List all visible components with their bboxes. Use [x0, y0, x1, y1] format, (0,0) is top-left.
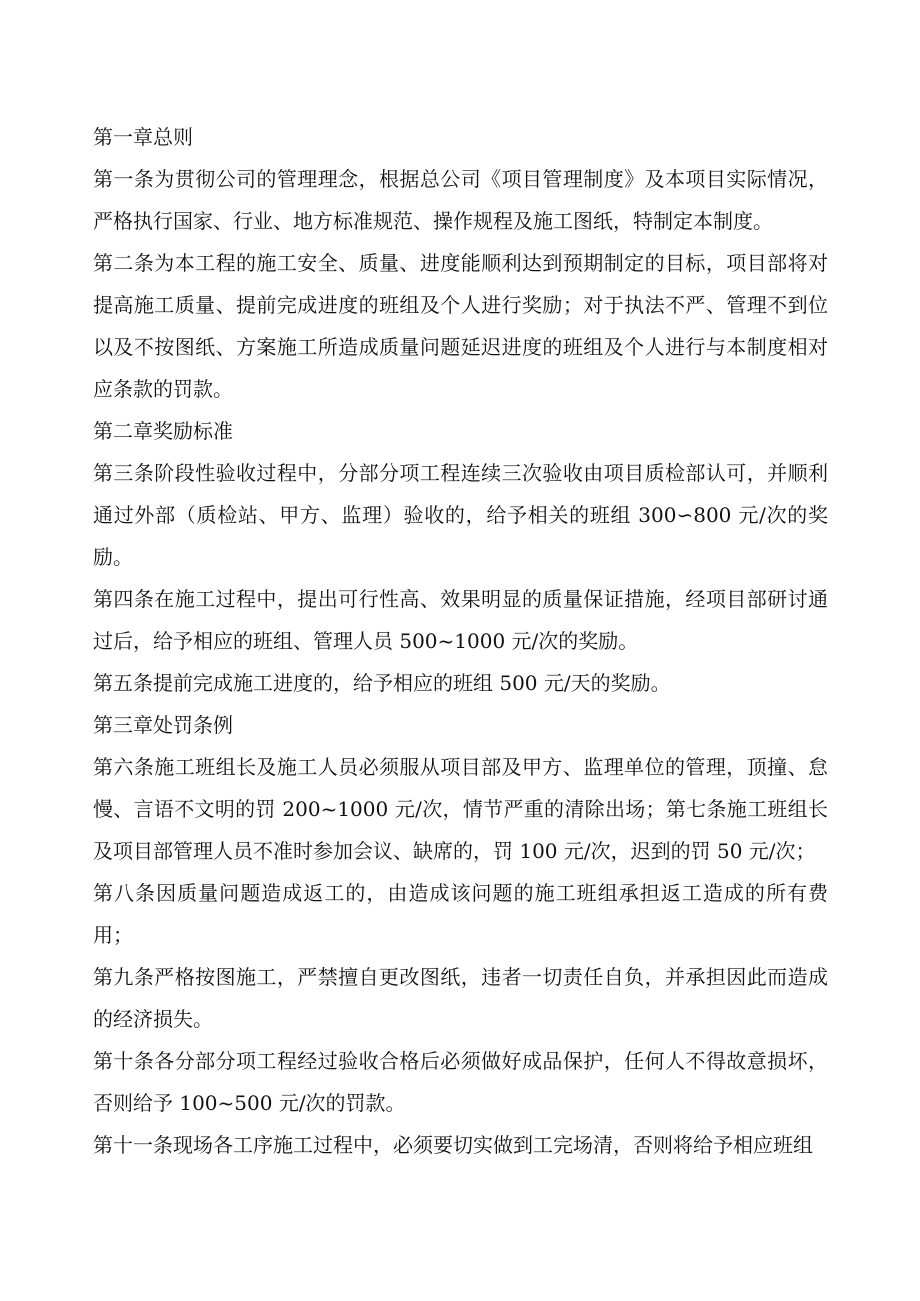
- article-5: 第五条提前完成施工进度的，给予相应的班组 500 元/天的奖励。: [93, 671, 671, 695]
- article-4: 第四条在施工过程中，提出可行性高、效果明显的质量保证措施，经项目部研讨通过后，给予相应的班组、管理人员 500~1000 元/次的奖励。: [93, 587, 828, 653]
- article-2: 第二条为本工程的施工安全、质量、进度能顺利达到预期制定的目标，项目部将对提高施工质量、提前完成进度的班组及个人进行奖励；对于执法不严、管理不到位以及不按图纸、方案施工所造成质量问题延迟进度的班组及个人进行与本制度相对应条款的罚款。: [93, 251, 828, 401]
- article-6-7: 第六条施工班组长及施工人员必须服从项目部及甲方、监理单位的管理，顶撞、怠慢、言语不文明的罚 200~1000 元/次，情节严重的清除出场；第七条施工班组长及项目部管理人员不准时参加会议、缺席的，罚 100 元/次，迟到的罚 50 元/次；: [93, 755, 828, 863]
- article-9: 第九条严格按图施工，严禁擅自更改图纸，违者一切责任自负，并承担因此而造成的经济损失。: [93, 965, 828, 1031]
- document-body: [93, 116, 828, 1166]
- article-3: 第三条阶段性验收过程中，分部分项工程连续三次验收由项目质检部认可，并顺利通过外部（质检站、甲方、监理）验收的，给予相关的班组 300∽800 元/次的奖励。: [93, 461, 828, 569]
- article-10: 第十条各分部分项工程经过验收合格后必须做好成品保护，任何人不得故意损坏，否则给予 100~500 元/次的罚款。: [93, 1049, 828, 1115]
- article-11: 第十一条现场各工序施工过程中，必须要切实做到工完场清，否则将给予相应班组: [93, 1133, 813, 1157]
- chapter-1-heading: 第一章总则: [93, 125, 193, 149]
- article-1: 第一条为贯彻公司的管理理念，根据总公司《项目管理制度》及本项目实际情况，严格执行国家、行业、地方标准规范、操作规程及施工图纸，特制定本制度。: [93, 167, 828, 233]
- chapter-3-heading: 第三章处罚条例: [93, 713, 233, 737]
- chapter-2-heading: 第二章奖励标准: [93, 419, 233, 443]
- article-8: 第八条因质量问题造成返工的，由造成该问题的施工班组承担返工造成的所有费用；: [93, 881, 828, 947]
